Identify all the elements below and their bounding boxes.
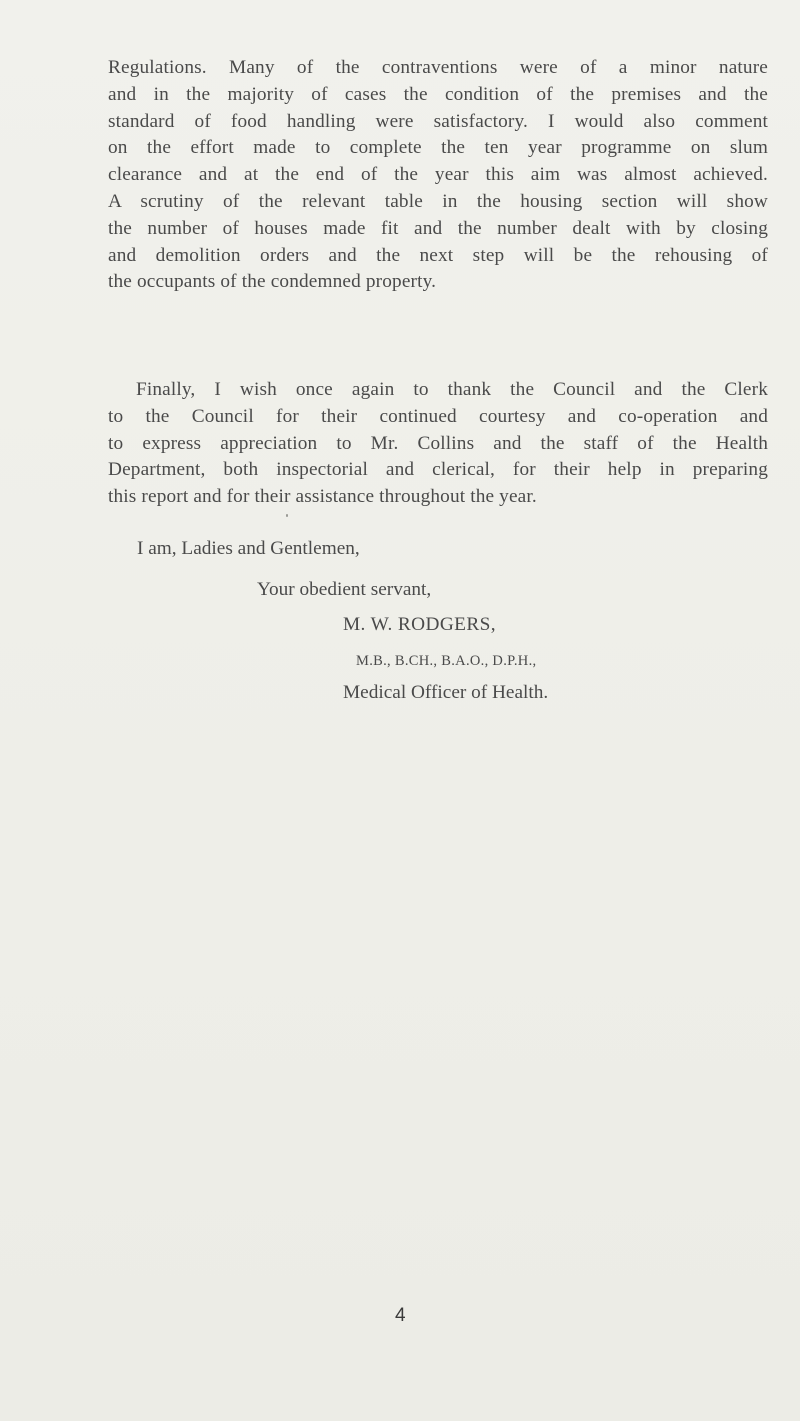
- paragraph-line: Finally, I wish once again to thank the Council and the Clerk: [136, 379, 768, 400]
- closing-servant-line: Your obedient servant,: [257, 579, 432, 600]
- paragraph-line: Department, both inspectorial and clerical, for their help in preparing: [108, 459, 768, 481]
- page-number: 4: [395, 1305, 406, 1326]
- paragraph-line: to the Council for their continued courtesy and co-operation and: [108, 405, 768, 427]
- paragraph-line: clearance and at the end of the year this aim was almost achieved.: [108, 164, 768, 186]
- paragraph-line: and demolition orders and the next step will be the rehousing of: [108, 244, 768, 266]
- paragraph-line: standard of food handling were satisfactory. I would also comment: [108, 110, 768, 132]
- paragraph-line: A scrutiny of the relevant table in the housing section will show: [108, 190, 768, 212]
- closing-salutation: I am, Ladies and Gentlemen,: [137, 538, 360, 559]
- paragraph-line: Regulations. Many of the contraventions were of a minor nature: [108, 57, 768, 78]
- paragraph-line: on the effort made to complete the ten year programme on slum: [108, 137, 768, 159]
- paragraph-thanks: [108, 377, 768, 511]
- signatory-name: M. W. RODGERS,: [343, 614, 496, 635]
- paragraph-line: the occupants of the condemned property.: [108, 271, 437, 293]
- paragraph-line: the number of houses made fit and the number dealt with by closing: [108, 217, 768, 239]
- signatory-degrees: M.B., B.CH., B.A.O., D.P.H.,: [356, 653, 537, 669]
- paragraph-line: and in the majority of cases the condition of the premises and the: [108, 83, 768, 105]
- signatory-title: Medical Officer of Health.: [343, 682, 549, 703]
- print-speck: [286, 514, 288, 517]
- paragraph-line: this report and for their assistance throughout the year.: [108, 486, 537, 508]
- paragraph-line: to express appreciation to Mr. Collins and the staff of the Health: [108, 432, 768, 454]
- paragraph-regulations: [108, 55, 768, 296]
